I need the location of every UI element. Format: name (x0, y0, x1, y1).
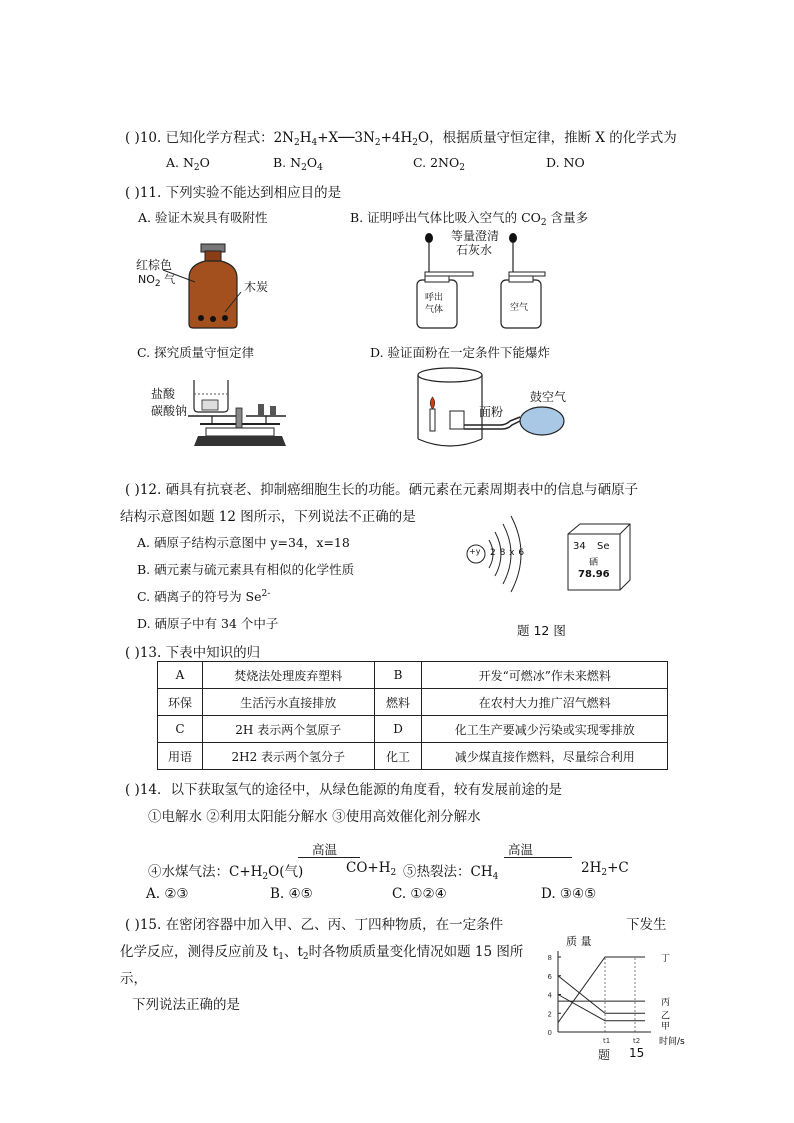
atom-nucleus: +y (469, 547, 481, 556)
table-cell: 在农村大力推广沼气燃料 (422, 689, 668, 716)
element-name: 硒 (589, 558, 599, 568)
selenium-periodic-cell (565, 522, 635, 597)
figure15-caption-number: 15 (629, 1046, 645, 1060)
q14-stem: ( )14．以下获取氢气的途径中，从绿色能源的角度看，较有发展前途的是 (125, 782, 563, 798)
table-row (158, 689, 668, 716)
label-flour: 面粉 (479, 405, 504, 419)
table-row (158, 716, 668, 743)
figure12-caption: 题 12 图 (517, 623, 566, 638)
q12-option-a: A. 硒原子结构示意图中 y=34，x=18 (137, 535, 350, 550)
figure-balance (180, 372, 295, 452)
q14-option-a: A. ②③ (146, 886, 189, 902)
series-label: 丙 (661, 998, 671, 1009)
label-sodium-carbonate: 碳酸钠 (151, 404, 188, 418)
label-limewater: 石灰水 (456, 243, 493, 257)
label-exhaled: 呼出 (425, 293, 444, 303)
answer-paren: ( ) (125, 185, 140, 201)
charcoal-piece (210, 316, 216, 322)
table-cell: 化工 (374, 743, 422, 770)
series-line (558, 995, 645, 1021)
q15-stem: ( )15. 在密闭容器中加入甲、乙、丙、丁四种物质，在一定条件 (125, 917, 504, 933)
table-cell: 生活污水直接排放 (202, 689, 374, 716)
table-cell: 焚烧法处理废弃塑料 (202, 662, 374, 689)
answer-paren: ( ) (125, 645, 140, 661)
q12-option-c: C. 硒离子的符号为 $Se^{2-}$ (137, 588, 271, 604)
y-tick-label: 8 (547, 954, 552, 962)
table-row (158, 662, 668, 689)
x-axis-label: 时间/s (659, 1037, 685, 1047)
q13-stem: ( )13. 下表中知识的归 (125, 645, 261, 661)
q15-line3: 示， (120, 971, 147, 987)
q15-line2: 化学反应，测得反应前及 $t_1$、$t_2$时各物质质量变化情况如题 15 图所 (120, 944, 524, 962)
table-cell: A (158, 662, 203, 689)
q14-method5-products: $2H_2+C$ (581, 860, 629, 878)
x-tick-label: t2 (633, 1037, 641, 1045)
q11-stem: ( )11. 下列实验不能达到相应目的是 (125, 185, 342, 201)
q11-option-a: A. 验证木炭具有吸附性 (138, 210, 268, 225)
table-cell: D (374, 716, 422, 743)
answer-paren: ( ) (125, 130, 140, 146)
q14-method4: ④水煤气法：$C+H_2O$(气) (148, 864, 304, 882)
table-cell: 2H 表示两个氢原子 (202, 716, 374, 743)
q14-method5: ⑤热裂法：$CH_4$ (403, 864, 499, 882)
figure15-caption-label: 题 (598, 1048, 611, 1062)
q12-option-b: B. 硒元素与硫元素具有相似的化学性质 (137, 562, 355, 577)
table-cell: 减少煤直接作燃料，尽量综合利用 (422, 743, 668, 770)
q12-stem-line2: 结构示意图如题 12 图所示，下列说法不正确的是 (120, 509, 416, 525)
q10-option-d: D. NO (546, 155, 585, 170)
label-air: 空气 (510, 303, 529, 313)
q14-methods: ①电解水 ②利用太阳能分解水 ③使用高效催化剂分解水 (148, 809, 481, 825)
label-air-blow: 鼓空气 (530, 390, 567, 404)
table-cell: C (158, 716, 203, 743)
q10-option-b: B. $N_2O_4$ (273, 155, 323, 173)
label-gas: 气体 (425, 305, 444, 315)
label-charcoal: 木炭 (244, 280, 269, 294)
q15-stem-end: 下发生 (626, 917, 667, 933)
q11-option-d: D. 验证面粉在一定条件下能爆炸 (370, 345, 551, 360)
q14-option-d: D. ③④⑤ (541, 886, 597, 902)
y-tick-label: 4 (547, 991, 552, 1000)
q10-option-c: C. $2NO_2$ (413, 155, 465, 173)
mass-time-chart (535, 925, 695, 1065)
table-cell: 用语 (158, 743, 203, 770)
condition-high-temp: 高温 (508, 842, 534, 857)
answer-paren: ( ) (125, 482, 140, 498)
q11-option-b: B. 证明呼出气体比吸入空气的 $CO_2$ 含量多 (350, 210, 589, 228)
reaction-line (298, 857, 360, 858)
reaction-line (504, 857, 572, 858)
label-hydrochloric-acid: 盐酸 (151, 387, 176, 401)
condition-high-temp: 高温 (312, 842, 338, 857)
q14-option-c: C. ①②④ (392, 886, 447, 902)
table-cell: 燃料 (374, 689, 422, 716)
element-symbol: Se (597, 541, 610, 552)
q12-stem: ( )12. 硒具有抗衰老、抑制癌细胞生长的功能。硒元素在元素周期表中的信息与硒原子 (125, 482, 639, 498)
y-tick-label: 0 (547, 1029, 552, 1037)
y-tick-label: 6 (547, 972, 552, 981)
answer-paren: ( ) (125, 917, 140, 933)
q12-option-d: D. 硒原子中有 34 个中子 (137, 616, 279, 631)
charcoal-piece (222, 315, 228, 321)
table-cell: 2H2 表示两个氢分子 (202, 743, 374, 770)
q15-question: 下列说法正确的是 (132, 997, 240, 1013)
label-equal-limewater: 等量澄清 (451, 229, 500, 243)
answer-paren: ( ) (125, 782, 140, 798)
y-axis-label: 质 量 (566, 935, 592, 948)
y-tick-label: 2 (547, 1010, 552, 1019)
q14-option-b: B. ④⑤ (270, 886, 313, 902)
knowledge-table (157, 661, 668, 770)
q10-stem: ( )10. 已知化学方程式：$2N_2H_4+X──3N_2+4H_2O$，根据质量守恒定律，推断 X 的化学式为 (125, 130, 677, 148)
q14-method4-products: $CO+H_2$ (346, 860, 397, 878)
series-line (558, 976, 645, 1014)
table-cell: 开发“可燃冰”作未来燃料 (422, 662, 668, 689)
q10-option-a: A. $N_2O$ (166, 155, 210, 173)
element-number: 34 (573, 541, 586, 552)
series-label: 甲 (661, 1021, 671, 1032)
element-mass: 78.96 (578, 569, 610, 580)
series-label: 乙 (661, 1011, 671, 1022)
label-red-brown: 红棕色 (136, 258, 173, 272)
table-cell: B (374, 662, 422, 689)
charcoal-piece (198, 315, 204, 321)
table-cell: 化工生产要减少污染或实现零排放 (422, 716, 668, 743)
label-no2-gas: $NO_2$ 气 (138, 273, 176, 289)
atom-shells: 2 8 x 6 (490, 548, 525, 558)
table-cell: 环保 (158, 689, 203, 716)
q11-option-c: C. 探究质量守恒定律 (137, 345, 255, 360)
table-row (158, 743, 668, 770)
series-label: 丁 (661, 954, 671, 964)
x-tick-label: t1 (603, 1037, 611, 1045)
